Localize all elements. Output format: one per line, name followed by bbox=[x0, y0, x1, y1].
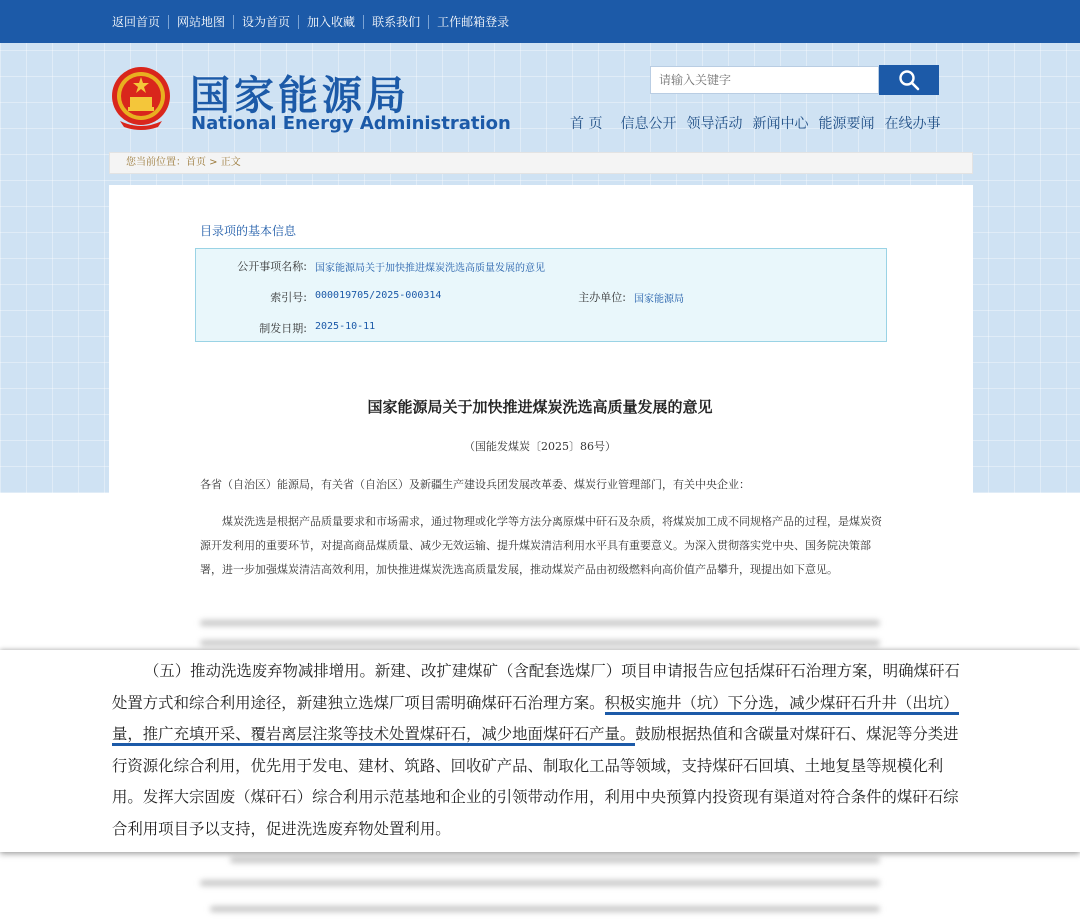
link-set-homepage[interactable]: 设为首页 bbox=[233, 15, 298, 29]
search-button[interactable] bbox=[879, 65, 939, 95]
site-logo-chinese[interactable]: 国家能源局 bbox=[190, 73, 410, 119]
zoomed-excerpt-panel bbox=[0, 650, 1080, 852]
info-name-value: 国家能源局关于加快推进煤炭洗选高质量发展的意见 bbox=[315, 263, 545, 274]
blurred-line bbox=[210, 906, 880, 912]
site-logo-english[interactable]: National Energy Administration bbox=[191, 113, 511, 134]
main-nav bbox=[570, 113, 950, 133]
blurred-line bbox=[230, 857, 880, 863]
blurred-line bbox=[200, 880, 880, 886]
nav-disclosure[interactable]: 信息公开 bbox=[620, 116, 677, 132]
info-section-title: 目录项的基本信息 bbox=[200, 224, 297, 238]
info-box bbox=[195, 248, 887, 342]
breadcrumb: 您当前位置：首页 > 正文 bbox=[109, 152, 973, 174]
search-icon bbox=[898, 69, 920, 91]
document-number: （国能发煤炭〔2025〕86号） bbox=[464, 440, 616, 453]
info-date-value: 2025-10-11 bbox=[315, 321, 376, 332]
blurred-line bbox=[200, 640, 880, 646]
zoom-text-part1: （五）推动洗选废弃物减排增用。新建、改扩建煤矿（含配套选煤厂）项目申请报告应包括煤矸石治理方案，明确煤矸石处置方式和综合利用途径，新建独立选煤厂项目需明确煤矸石治理方案。 bbox=[112, 662, 960, 712]
info-date-label: 制发日期: bbox=[259, 322, 307, 335]
link-home[interactable]: 返回首页 bbox=[112, 14, 161, 29]
document-addressee: 各省（自治区）能源局，有关省（自治区）及新疆生产建设兵团发展改革委、煤炭行业管理部门，有关中央企业： bbox=[200, 478, 750, 491]
zoom-text-part2: 鼓励根据热值和含碳量对煤矸石、煤泥等分类进行资源化综合利用，优先用于发电、建材、筑路、回收矿产品、制取化工品等领域，支持煤矸石回填、土地复垦等规模化利用。发挥大宗固废（煤矸石）综合利用示范基地和企业的引领带动作用，利用中央预算内投资现有渠道对符合条件的煤矸石综合利用项目予以支持，促进洗选废弃物处置利用。 bbox=[112, 725, 959, 838]
blurred-line bbox=[200, 620, 880, 626]
nav-leadership[interactable]: 领导活动 bbox=[686, 116, 743, 132]
link-add-favorite[interactable]: 加入收藏 bbox=[298, 15, 363, 29]
link-sitemap[interactable]: 网站地图 bbox=[168, 15, 233, 29]
link-contact[interactable]: 联系我们 bbox=[363, 15, 428, 29]
zoom-text-underlined: 积极实施井（坑）下分选，减少煤矸石升井（出坑）量，推广充填开采、覆岩离层注浆等技术处置煤矸石，减少地面煤矸石产量。 bbox=[112, 694, 959, 747]
info-org-label: 主办单位: bbox=[578, 291, 626, 304]
zoomed-paragraph bbox=[112, 656, 972, 846]
nav-news[interactable]: 新闻中心 bbox=[752, 116, 809, 132]
nav-online-services[interactable]: 在线办事 bbox=[884, 116, 941, 132]
nav-energy-news[interactable]: 能源要闻 bbox=[818, 116, 875, 132]
top-utility-bar bbox=[0, 0, 1080, 43]
intro-paragraph: 煤炭洗选是根据产品质量要求和市场需求，通过物理或化学等方法分离原煤中矸石及杂质，将煤炭加工成不同规格产品的过程，是煤炭资源开发利用的重要环节，对提高商品煤质量、减少无效运输、提升煤炭清洁利用水平具有重要意义。为深入贯彻落实党中央、国务院决策部署，进一步加强煤炭清洁高效利用，加快推进煤炭洗选高质量发展，推动煤炭产品由初级燃料向高价值产品攀升，现提出如下意见。 bbox=[200, 515, 882, 576]
nav-home[interactable]: 首 页 bbox=[570, 116, 603, 132]
info-index-label: 索引号: bbox=[270, 291, 307, 304]
info-index-value: 000019705/2025-000314 bbox=[315, 290, 442, 301]
info-name-label: 公开事项名称: bbox=[237, 260, 307, 273]
utility-links bbox=[112, 0, 517, 43]
link-mail-login[interactable]: 工作邮箱登录 bbox=[428, 15, 517, 29]
national-emblem-icon bbox=[110, 65, 172, 131]
search-input[interactable] bbox=[650, 66, 879, 94]
document-title: 国家能源局关于加快推进煤炭洗选高质量发展的意见 bbox=[367, 398, 713, 416]
info-org-value: 国家能源局 bbox=[634, 294, 684, 305]
